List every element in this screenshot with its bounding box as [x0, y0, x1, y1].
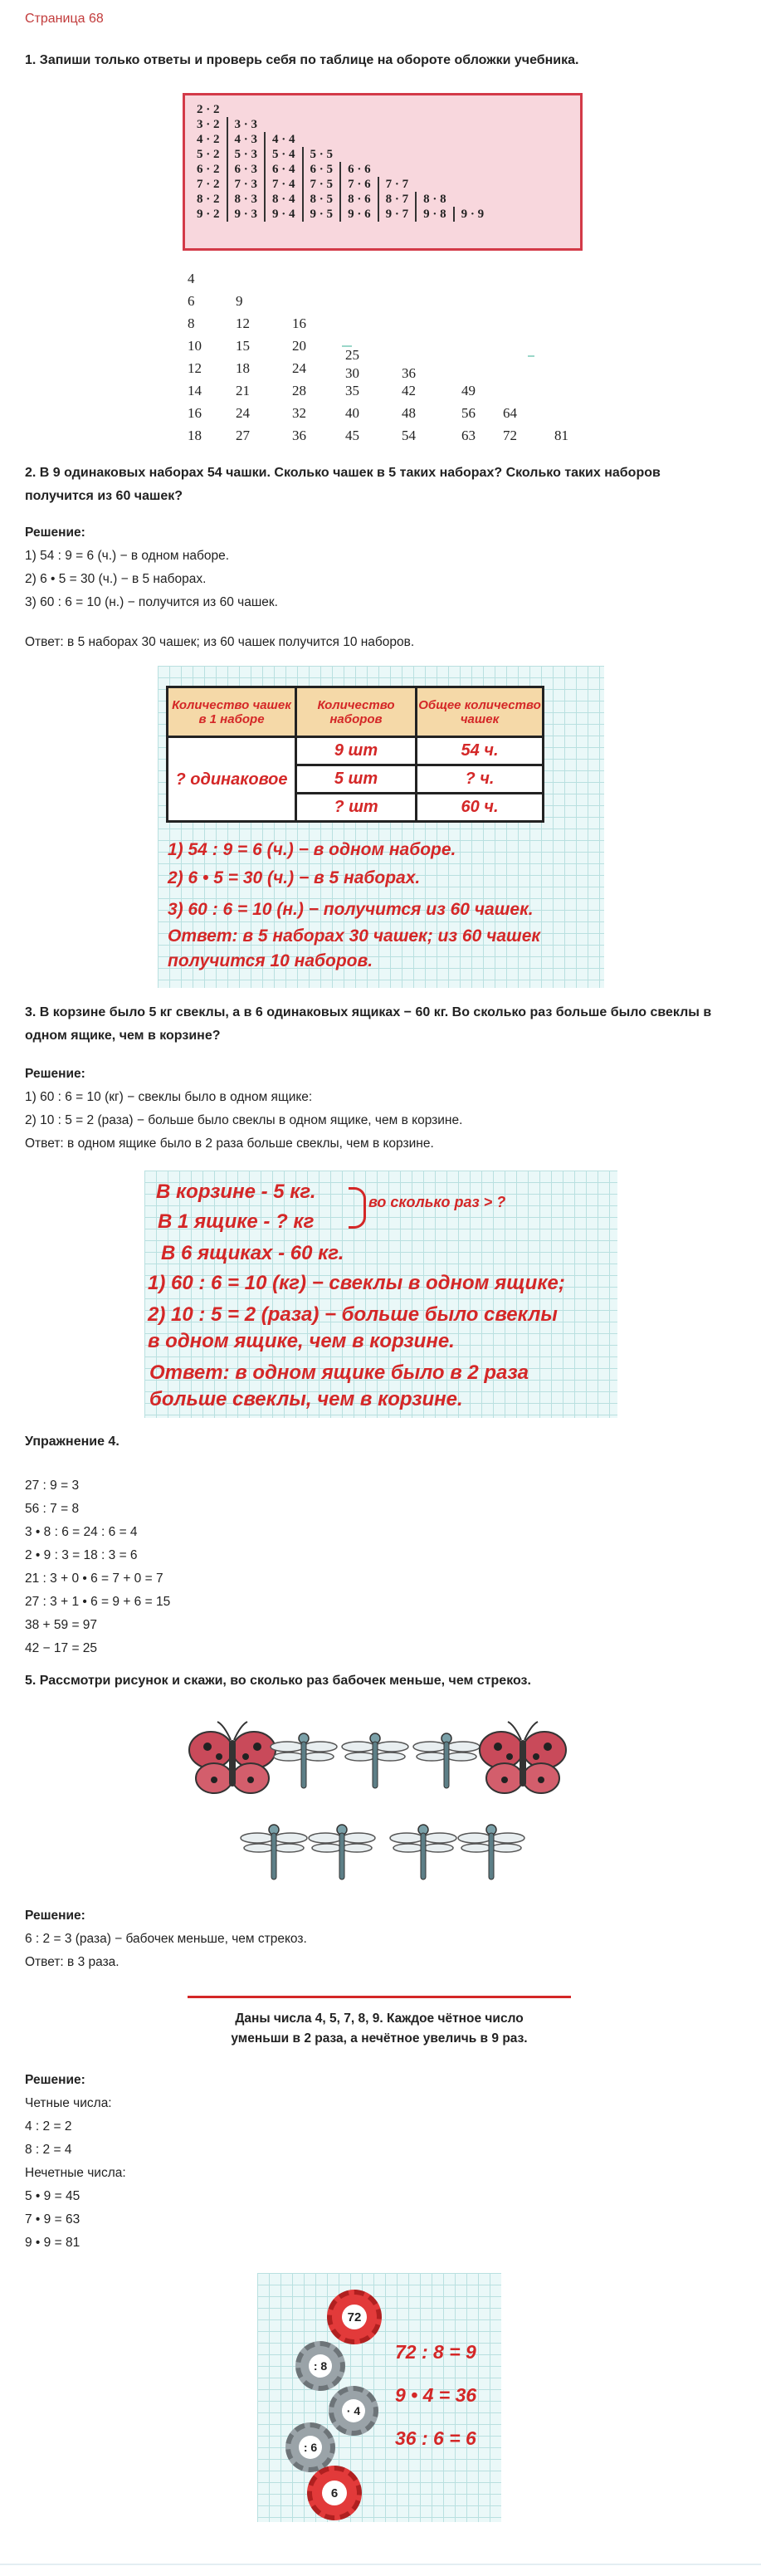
task5-heading: 5. Рассмотри рисунок и скажи, во сколько раз бабочек меньше, чем стрекоз.: [25, 1674, 531, 1688]
gear-div-6-label: : 6: [299, 2436, 322, 2459]
mt-cell: 9 · 8: [416, 207, 454, 222]
mt-cell: [454, 117, 491, 132]
img3-line-6: в одном ящике, чем в корзине.: [148, 1330, 455, 1352]
task2-line-3: 3) 60 : 6 = 10 (н.) − получится из 60 чашек.: [25, 595, 278, 609]
mt-row: [190, 162, 490, 177]
mt-cell: 6 · 5: [303, 162, 341, 177]
dragonfly-7: [458, 1825, 524, 1879]
task4-line-1: 27 : 9 = 3: [25, 1479, 80, 1493]
task4-line-5: 21 : 3 + 0 • 6 = 7 + 0 = 7: [25, 1572, 163, 1586]
red-rule-top: [188, 1996, 571, 1998]
answer-value: 40: [345, 405, 359, 421]
gear-72: [327, 2290, 382, 2344]
gear-72-label: 72: [342, 2305, 367, 2329]
task3-line-1: 1) 60 : 6 = 10 (кг) − свеклы было в одном ящике:: [25, 1090, 313, 1104]
img3-line-3: В 6 ящиках - 60 кг.: [161, 1242, 344, 1264]
answer-value: 21: [236, 383, 250, 398]
dragonfly-4: [241, 1825, 307, 1879]
mt-cell: 8 · 8: [416, 192, 454, 207]
task2-line-2: 2) 6 • 5 = 30 (ч.) − в 5 наборах.: [25, 572, 207, 586]
task6-line-4: Нечетные числа:: [25, 2166, 126, 2180]
mt-cell: [265, 117, 303, 132]
mt-cell: [265, 102, 303, 117]
mt-cell: [454, 162, 491, 177]
task4-heading: Упражнение 4.: [25, 1435, 120, 1449]
mt-cell: [340, 147, 378, 162]
mt-row: [190, 177, 490, 192]
mt-cell: [378, 162, 417, 177]
gear-div-6: [285, 2422, 335, 2472]
gear-mul-4-label: · 4: [342, 2399, 365, 2422]
mt-cell: 6 · 4: [265, 162, 303, 177]
task6-solution-label: Решение:: [25, 2073, 85, 2087]
mt-cell: 9 · 4: [265, 207, 303, 222]
mt-row: [190, 132, 490, 147]
mt-cell: [416, 132, 454, 147]
answer-value: 15: [236, 338, 250, 354]
answer-value: 16: [188, 405, 202, 421]
answer-value: 12: [188, 360, 202, 376]
answer-value: 32: [292, 405, 306, 421]
mt-row: [190, 192, 490, 207]
decor-dash: [528, 355, 534, 357]
cell-total-1: 54 ч.: [417, 737, 544, 765]
img2-line-4: Ответ: в 5 наборах 30 чашек; из 60 чашек: [168, 926, 541, 946]
task2-line-1: 1) 54 : 9 = 6 (ч.) − в одном наборе.: [25, 549, 230, 563]
mt-cell: 9 · 9: [454, 207, 491, 222]
mt-row: [190, 147, 490, 162]
dragonfly-6: [390, 1825, 456, 1879]
gear-6: [307, 2466, 362, 2520]
img3-line-5: 2) 10 : 5 = 2 (раза) − больше было свеклы: [148, 1303, 558, 1326]
task1-answers: [188, 271, 602, 445]
mt-cell: [340, 132, 378, 147]
answer-value: 28: [292, 383, 306, 398]
mt-cell: 6 · 6: [340, 162, 378, 177]
mt-cell: [303, 102, 341, 117]
img3-note: во сколько раз > ?: [368, 1194, 506, 1210]
task1-heading: 1. Запиши только ответы и проверь себя по таблице на обороте обложки учебника.: [25, 53, 579, 67]
answer-value: 18: [188, 428, 202, 443]
mt-cell: 8 · 5: [303, 192, 341, 207]
header-sets: Количество наборов: [296, 687, 417, 737]
answer-value: 35: [345, 383, 359, 398]
task5-line-1: 6 : 2 = 3 (раза) − бабочек меньше, чем стрекоз.: [25, 1932, 307, 1946]
mt-cell: 7 · 4: [265, 177, 303, 192]
answer-value: 64: [503, 405, 517, 421]
img2-line-2: 2) 6 • 5 = 30 (ч.) − в 5 наборах.: [168, 868, 421, 887]
mt-cell: [454, 192, 491, 207]
task2-solution-image: [158, 666, 604, 988]
mt-cell: [303, 132, 341, 147]
answer-value: 36: [402, 365, 416, 381]
mt-cell: 4 · 4: [265, 132, 303, 147]
task3-solution-image: [144, 1171, 617, 1418]
dragonfly-2: [342, 1733, 408, 1788]
mt-cell: [454, 132, 491, 147]
mt-cell: 9 · 6: [340, 207, 378, 222]
gear-6-label: 6: [322, 2481, 347, 2505]
mt-cell: 4 · 3: [227, 132, 266, 147]
cell-sets-1: 9 шт: [296, 737, 417, 765]
mt-cell: 6 · 3: [227, 162, 266, 177]
mt-cell: 4 · 2: [197, 133, 220, 146]
task6-text-line-2: уменьши в 2 раза, а нечётное увеличь в 9 раз.: [231, 2031, 528, 2046]
answer-value: 36: [292, 428, 306, 443]
butterflies-dragonflies-picture: [183, 1703, 581, 1888]
mt-cell: 5 · 2: [197, 148, 220, 161]
img3-line-2: В 1 ящике - ? кг: [158, 1210, 315, 1233]
mt-cell: [416, 162, 454, 177]
task4-line-4: 2 • 9 : 3 = 18 : 3 = 6: [25, 1548, 138, 1562]
cell-identical: ? одинаковое: [168, 737, 296, 822]
task6-line-2: 4 : 2 = 2: [25, 2119, 72, 2134]
mt-cell: [454, 147, 491, 162]
header-total: Общее количество чашек: [417, 687, 544, 737]
answer-value: 16: [292, 315, 306, 331]
answer-value: 12: [236, 315, 250, 331]
mt-cell: 9 · 5: [303, 207, 341, 222]
mt-cell: 6 · 2: [197, 163, 220, 176]
mt-cell: [378, 117, 417, 132]
mt-cell: [378, 147, 417, 162]
answer-value: 81: [554, 428, 568, 443]
img3-line-1: В корзине - 5 кг.: [156, 1180, 316, 1203]
mt-row: [190, 207, 490, 222]
task4-line-6: 27 : 3 + 1 • 6 = 9 + 6 = 15: [25, 1595, 171, 1609]
mt-cell: [416, 117, 454, 132]
answer-value: 8: [188, 315, 195, 331]
answer-value: 20: [292, 338, 306, 354]
answer-value: 63: [461, 428, 476, 443]
task2-heading: 2. В 9 одинаковых наборах 54 чашки. Сколько чашек в 5 таких наборах? Сколько таких наборов получится из 60 чашек?: [25, 466, 661, 503]
butterfly-2: [480, 1722, 566, 1793]
task4-line-2: 56 : 7 = 8: [25, 1502, 80, 1516]
mt-cell: [340, 102, 378, 117]
task2-answer: Ответ: в 5 наборах 30 чашек; из 60 чашек получится 10 наборов.: [25, 635, 415, 649]
mt-cell: [378, 102, 417, 117]
dragonfly-5: [309, 1825, 375, 1879]
mt-cell: 9 · 2: [197, 208, 220, 221]
mt-row: [190, 102, 490, 117]
mt-cell: 7 · 7: [378, 177, 417, 192]
answer-value: 30: [345, 365, 359, 381]
answer-value: 72: [503, 428, 517, 443]
task2-table: [166, 686, 544, 823]
mt-cell: [416, 147, 454, 162]
task6-line-7: 9 • 9 = 81: [25, 2236, 80, 2250]
task5-solution-label: Решение:: [25, 1909, 85, 1923]
mt-cell: 2 · 2: [197, 103, 220, 116]
mt-cell: 7 · 3: [227, 177, 266, 192]
task6-text: [188, 2009, 571, 2049]
answer-value: 14: [188, 383, 202, 398]
mt-cell: 8 · 2: [197, 193, 220, 206]
cell-total-2: ? ч.: [417, 765, 544, 794]
answer-value: 4: [188, 271, 195, 286]
img2-line-5: получится 10 наборов.: [168, 951, 373, 970]
mt-cell: 7 · 6: [340, 177, 378, 192]
butterfly-1: [189, 1722, 276, 1793]
mt-cell: 8 · 3: [227, 192, 266, 207]
task6-line-3: 8 : 2 = 4: [25, 2143, 72, 2157]
dragonfly-1: [271, 1733, 337, 1788]
multiplication-table-image: [183, 93, 583, 251]
bracket-arrow: [349, 1187, 366, 1229]
mt-cell: [303, 117, 341, 132]
gear-div-8-label: : 8: [309, 2354, 332, 2378]
decor-dash: [342, 345, 352, 347]
answer-value: 27: [236, 428, 250, 443]
mt-cell: 9 · 7: [378, 207, 417, 222]
task6-text-line-1: Даны числа 4, 5, 7, 8, 9. Каждое чётное число: [235, 2011, 524, 2026]
answer-value: 56: [461, 405, 476, 421]
mt-cell: [416, 102, 454, 117]
mt-cell: [227, 102, 266, 117]
mt-cell: [454, 102, 491, 117]
gear-eq-2: 9 • 4 = 36: [395, 2384, 477, 2406]
img3-line-7: Ответ: в одном ящике было в 2 раза: [149, 1361, 529, 1384]
task3-solution-label: Решение:: [25, 1067, 85, 1081]
mt-row: [190, 117, 490, 132]
mt-cell: 9 · 3: [227, 207, 266, 222]
mt-cell: [378, 132, 417, 147]
task5-line-2: Ответ: в 3 раза.: [25, 1955, 120, 1969]
dragonfly-3: [413, 1733, 480, 1788]
task4-line-7: 38 + 59 = 97: [25, 1618, 98, 1632]
img2-line-3: 3) 60 : 6 = 10 (н.) − получится из 60 чашек.: [168, 900, 534, 919]
task3-line-2: 2) 10 : 5 = 2 (раза) − больше было свеклы в одном ящике, чем в корзине.: [25, 1113, 463, 1127]
mt-cell: [454, 177, 491, 192]
mt-cell: 8 · 6: [340, 192, 378, 207]
gear-eq-1: 72 : 8 = 9: [395, 2341, 476, 2363]
task4-line-8: 42 − 17 = 25: [25, 1641, 98, 1655]
answer-value: 18: [236, 360, 250, 376]
answer-value: 49: [461, 383, 476, 398]
answer-value: 10: [188, 338, 202, 354]
cell-total-3: 60 ч.: [417, 794, 544, 822]
task3-line-3: Ответ: в одном ящике было в 2 раза больше свеклы, чем в корзине.: [25, 1136, 434, 1151]
mt-cell: 5 · 5: [303, 147, 341, 162]
cell-sets-3: ? шт: [296, 794, 417, 822]
task6-gears-image: [257, 2273, 501, 2522]
task6-line-5: 5 • 9 = 45: [25, 2189, 80, 2203]
gear-mul-4: [329, 2386, 378, 2436]
mt-cell: 5 · 4: [265, 147, 303, 162]
answer-value: 25: [345, 347, 359, 363]
mt-cell: 7 · 2: [197, 178, 220, 191]
bottom-divider: [0, 2564, 761, 2565]
mt-cell: [416, 177, 454, 192]
mt-cell: 5 · 3: [227, 147, 266, 162]
answer-value: 45: [345, 428, 359, 443]
answer-value: 6: [188, 293, 195, 309]
task4-line-3: 3 • 8 : 6 = 24 : 6 = 4: [25, 1525, 138, 1539]
answer-value: 24: [292, 360, 306, 376]
multiplication-table: [190, 102, 490, 222]
img3-line-4: 1) 60 : 6 = 10 (кг) − свеклы в одном ящике;: [148, 1272, 565, 1294]
answer-value: 42: [402, 383, 416, 398]
gear-eq-3: 36 : 6 = 6: [395, 2427, 476, 2449]
cell-sets-2: 5 шт: [296, 765, 417, 794]
mt-cell: [340, 117, 378, 132]
task6-line-1: Четные числа:: [25, 2096, 112, 2110]
task6-line-6: 7 • 9 = 63: [25, 2212, 80, 2227]
answer-value: 24: [236, 405, 250, 421]
img2-line-1: 1) 54 : 9 = 6 (ч.) − в одном наборе.: [168, 840, 456, 859]
page-title: Страница 68: [25, 12, 104, 26]
mt-cell: 3 · 3: [227, 117, 266, 132]
mt-cell: 8 · 4: [265, 192, 303, 207]
task3-heading: 3. В корзине было 5 кг свеклы, а в 6 одинаковых ящиках − 60 кг. Во сколько раз больше было свеклы в одном ящике, чем в корзине?: [25, 1005, 712, 1043]
header-cups-per-set: Количество чашек в 1 наборе: [168, 687, 296, 737]
img3-line-8: больше свеклы, чем в корзине.: [149, 1388, 463, 1410]
answer-value: 48: [402, 405, 416, 421]
answer-value: 54: [402, 428, 416, 443]
mt-cell: 8 · 7: [378, 192, 417, 207]
task2-solution-label: Решение:: [25, 525, 85, 540]
gear-div-8: [295, 2341, 345, 2391]
answer-value: 9: [236, 293, 243, 309]
mt-cell: 7 · 5: [303, 177, 341, 192]
mt-cell: 3 · 2: [197, 118, 220, 131]
